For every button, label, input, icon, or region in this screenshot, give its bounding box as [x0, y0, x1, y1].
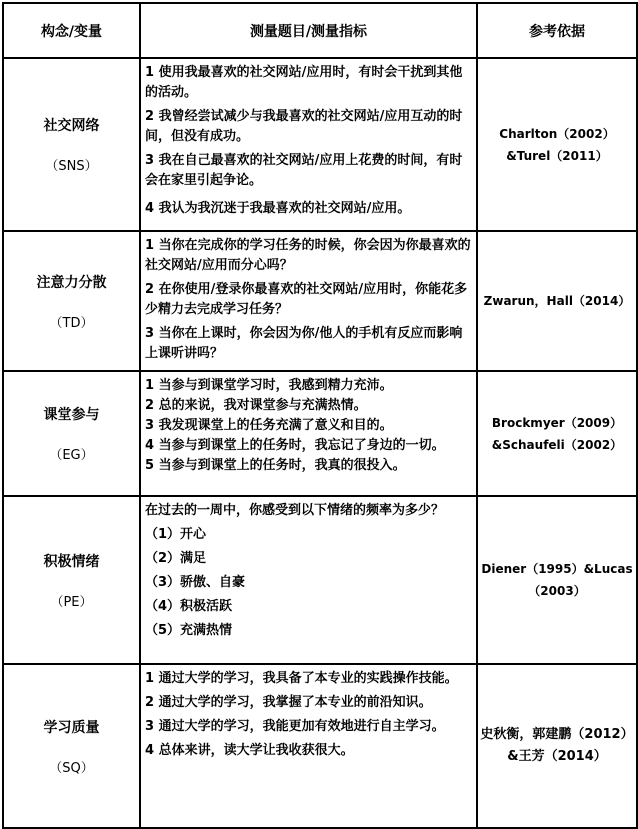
- list-item: 3 我发现课堂上的任务充满了意义和目的。: [145, 418, 393, 433]
- construct-abbr: （EG）: [49, 448, 94, 463]
- list-item: 3 当你在上课时，你会因为你/他人的手机有反应而影响上课听讲吗？: [145, 326, 463, 361]
- construct-cell: [3, 496, 140, 664]
- items-cell: [140, 664, 477, 828]
- list-item: 2 我曾经尝试减少与我最喜欢的社交网站/应用互动的时间，但没有成功。: [145, 109, 463, 144]
- construct-name: 积极情绪: [43, 553, 100, 570]
- list-item: （2）满足: [145, 551, 207, 566]
- construct-abbr: （TD）: [49, 315, 94, 331]
- construct-cell: [3, 231, 140, 371]
- list-item: 5 当参与到课堂上的任务时，我真的很投入。: [145, 458, 406, 473]
- list-item: 4 我认为我沉迷于我最喜欢的社交网站/应用。: [145, 201, 411, 216]
- table-row: [3, 664, 637, 828]
- construct-name: 社交网络: [43, 118, 100, 134]
- source-cell: Diener（1995）&Lucas（2003）: [477, 496, 637, 664]
- table-row: [3, 371, 637, 496]
- list-item: （1）开心: [145, 527, 207, 542]
- header-construct: 构念/变量: [3, 3, 140, 58]
- list-item: 2 在你使用/登录你最喜欢的社交网站/应用时，你能花多少精力去完成学习任务？: [145, 282, 468, 317]
- list-item: 3 我在自己最喜欢的社交网站/应用上花费的时间，有时会在家里引起争论。: [145, 153, 463, 188]
- list-item: 2 总的来说，我对课堂参与充满热情。: [145, 398, 367, 413]
- items-cell: [140, 58, 477, 231]
- list-item: 1 当参与到课堂学习时，我感到精力充沛。: [145, 378, 393, 393]
- table-header-row: [3, 3, 637, 58]
- construct-cell: [3, 371, 140, 496]
- list-item: （4）积极活跃: [145, 599, 233, 614]
- items-cell: [140, 231, 477, 371]
- construct-cell: [3, 58, 140, 231]
- source-cell: 史秋衡，郭建鹏（2012）&王芳（2014）: [477, 664, 637, 828]
- source-cell: Brockmyer（2009）&Schaufeli（2002）: [477, 371, 637, 496]
- list-item: 1 当你在完成你的学习任务的时候，你会因为你最喜欢的社交网站/应用而分心吗？: [145, 238, 471, 273]
- list-item: 4 总体来讲，读大学让我收获很大。: [145, 743, 354, 758]
- header-items: 测量题目/测量指标: [140, 3, 477, 58]
- construct-name: 学习质量: [43, 719, 100, 736]
- construct-abbr: （PE）: [50, 594, 93, 610]
- measurement-table: [2, 2, 638, 829]
- list-item: 3 通过大学的学习，我能更加有效地进行自主学习。: [145, 719, 445, 734]
- construct-name: 课堂参与: [43, 407, 100, 423]
- list-item: 1 通过大学的学习，我具备了本专业的实践操作技能。: [145, 671, 458, 686]
- source-cell: Charlton（2002）&Turel（2011）: [477, 58, 637, 231]
- list-item: 在过去的一周中，你感受到以下情绪的频率为多少？: [145, 503, 445, 518]
- construct-abbr: （SNS）: [45, 159, 98, 174]
- source-cell: Zwarun，Hall（2014）: [477, 231, 637, 371]
- list-item: （3）骄傲、自豪: [145, 575, 246, 590]
- table-row: [3, 231, 637, 371]
- items-cell: [140, 371, 477, 496]
- items-cell: [140, 496, 477, 664]
- construct-abbr: （SQ）: [49, 760, 94, 776]
- construct-name: 注意力分散: [36, 274, 107, 291]
- table-row: [3, 496, 637, 664]
- table-row: [3, 58, 637, 231]
- list-item: 4 当参与到课堂上的任务时，我忘记了身边的一切。: [145, 438, 445, 453]
- list-item: 2 通过大学的学习，我掌握了本专业的前沿知识。: [145, 695, 432, 710]
- header-source: 参考依据: [477, 3, 637, 58]
- measurement-document: [2, 2, 638, 829]
- construct-cell: [3, 664, 140, 828]
- list-item: （5）充满热情: [145, 623, 233, 638]
- list-item: 1 使用我最喜欢的社交网站/应用时，有时会干扰到其他的活动。: [145, 65, 463, 100]
